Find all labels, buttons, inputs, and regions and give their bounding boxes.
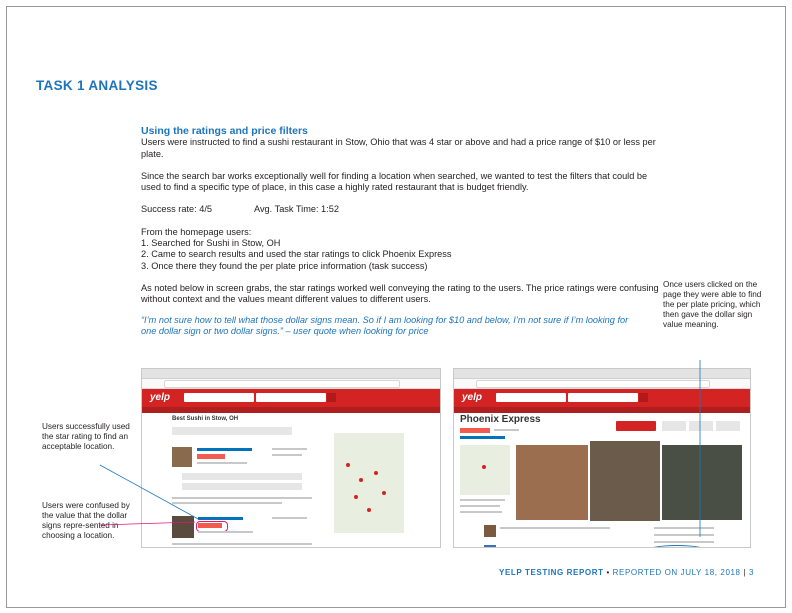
yelp-logo: yelp xyxy=(150,392,171,403)
yelp-logo: yelp xyxy=(462,392,483,403)
page-footer: YELP TESTING REPORT • REPORTED ON JULY 18, 2018 | 3 xyxy=(499,568,754,577)
finding-text: As noted below in screen grabs, the star ratings worked well conveying the rating to the users. The price ratings were confusing without context and the values meant different values to different users. xyxy=(141,282,659,305)
step-item: 3. Once there they found the per plate price information (task success) xyxy=(141,260,428,271)
user-quote: “I’m not sure how to tell what those dollar signs mean. So if I am looking for $10 and below, I’m not sure if I’m looking for one dollar sign or two dollar signs.” – user quote when looking for price xyxy=(141,314,629,336)
note-price-meaning: Once users clicked on the page they were able to find the per plate pricing, which then gave the dollar sign value meaning. xyxy=(663,280,762,329)
avg-task-time: Avg. Task Time: 1:52 xyxy=(254,204,339,215)
page-title: TASK 1 ANALYSIS xyxy=(36,78,158,93)
step-item: 2. Came to search results and used the star ratings to click Phoenix Express xyxy=(141,249,452,260)
step-item: 1. Searched for Sushi in Stow, OH xyxy=(141,238,281,249)
note-dollar-signs: Users were confused by the value that the dollar signs repre-sented in choosing a location. xyxy=(42,501,130,540)
section-title: Using the ratings and price filters xyxy=(141,125,308,137)
success-rate: Success rate: 4/5 xyxy=(141,204,212,215)
steps-intro: From the homepage users: xyxy=(141,226,252,237)
business-name: Phoenix Express xyxy=(460,414,541,425)
footer-report-name: YELP TESTING REPORT xyxy=(499,568,604,577)
footer-date: REPORTED ON JULY 18, 2018 xyxy=(612,568,741,577)
results-heading: Best Sushi in Stow, OH xyxy=(172,416,239,422)
page-number: 3 xyxy=(748,568,754,577)
task-intro: Users were instructed to find a sushi restaurant in Stow, Ohio that was 4 star or above and had a price range of $10 or less per plate. xyxy=(141,137,656,159)
note-star-rating: Users successfully used the star rating to find an acceptable location. xyxy=(42,422,130,451)
task-rationale: Since the search bar works exceptionally well for finding a location when searched, we wanted to test the filters that could be used to find a specific type of place, in this case a highly rated restaurant that is budget friendly. xyxy=(141,170,648,193)
